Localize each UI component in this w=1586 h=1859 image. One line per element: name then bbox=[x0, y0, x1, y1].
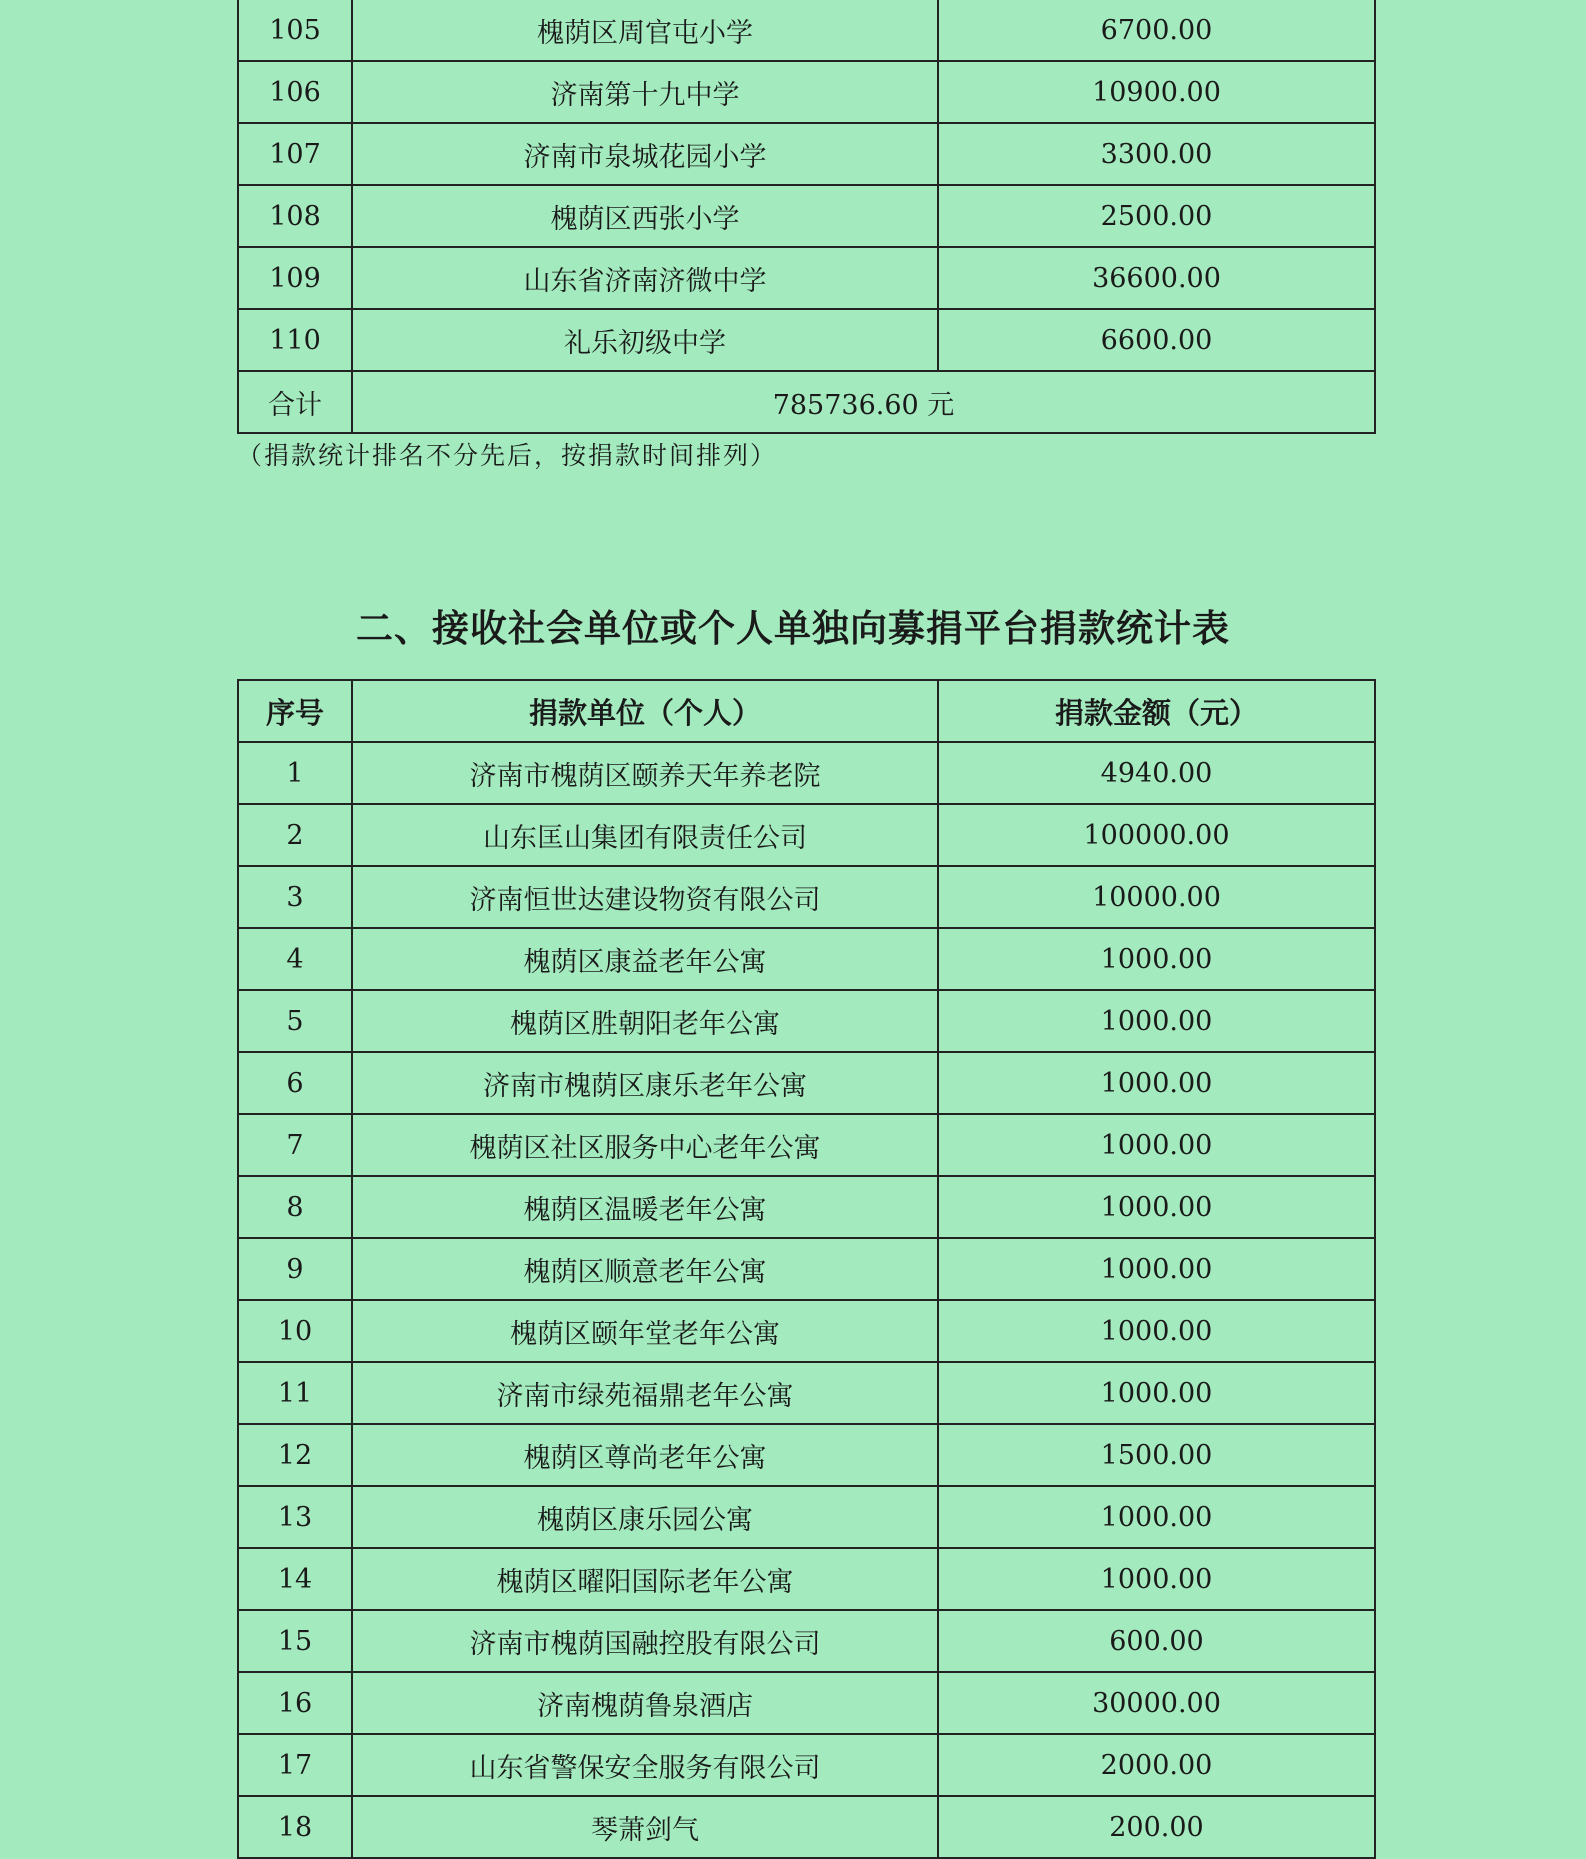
donor-name: 槐荫区曜阳国际老年公寓 bbox=[352, 1548, 938, 1610]
table-row bbox=[238, 1610, 1375, 1672]
donor-name: 槐荫区胜朝阳老年公寓 bbox=[352, 990, 938, 1052]
row-number: 16 bbox=[238, 1672, 352, 1734]
row-number: 6 bbox=[238, 1052, 352, 1114]
donation-amount: 1000.00 bbox=[938, 1548, 1375, 1610]
row-number: 11 bbox=[238, 1362, 352, 1424]
donation-amount: 36600.00 bbox=[938, 247, 1375, 309]
total-label: 合计 bbox=[238, 371, 352, 433]
table-row bbox=[238, 1548, 1375, 1610]
donor-name: 济南第十九中学 bbox=[352, 61, 938, 123]
donor-name: 槐荫区尊尚老年公寓 bbox=[352, 1424, 938, 1486]
donation-table-schools bbox=[237, 0, 1376, 434]
donation-amount: 1000.00 bbox=[938, 1114, 1375, 1176]
donor-name: 济南槐荫鲁泉酒店 bbox=[352, 1672, 938, 1734]
row-number: 17 bbox=[238, 1734, 352, 1796]
donor-name: 槐荫区康益老年公寓 bbox=[352, 928, 938, 990]
donation-amount: 1000.00 bbox=[938, 928, 1375, 990]
table-row bbox=[238, 1300, 1375, 1362]
table-row bbox=[238, 866, 1375, 928]
row-number: 108 bbox=[238, 185, 352, 247]
donation-amount: 10900.00 bbox=[938, 61, 1375, 123]
table-row bbox=[238, 309, 1375, 371]
donor-name: 济南市槐荫区康乐老年公寓 bbox=[352, 1052, 938, 1114]
row-number: 7 bbox=[238, 1114, 352, 1176]
row-number: 14 bbox=[238, 1548, 352, 1610]
table-row bbox=[238, 1362, 1375, 1424]
header-row bbox=[238, 680, 1375, 742]
row-number: 4 bbox=[238, 928, 352, 990]
table-row bbox=[238, 804, 1375, 866]
table-row bbox=[238, 247, 1375, 309]
donor-name: 济南市泉城花园小学 bbox=[352, 123, 938, 185]
row-number: 9 bbox=[238, 1238, 352, 1300]
donor-name: 礼乐初级中学 bbox=[352, 309, 938, 371]
donor-name: 琴萧剑气 bbox=[352, 1796, 938, 1858]
table-row bbox=[238, 1114, 1375, 1176]
table-row bbox=[238, 1486, 1375, 1548]
table-row bbox=[238, 1238, 1375, 1300]
row-number: 105 bbox=[238, 0, 352, 61]
donation-amount: 1000.00 bbox=[938, 1052, 1375, 1114]
table-row bbox=[238, 1796, 1375, 1858]
table-row bbox=[238, 928, 1375, 990]
table-row bbox=[238, 990, 1375, 1052]
table-row bbox=[238, 742, 1375, 804]
donation-amount: 1000.00 bbox=[938, 990, 1375, 1052]
donation-table-organizations-body bbox=[238, 742, 1375, 1858]
header-number: 序号 bbox=[238, 680, 352, 742]
donor-name: 济南市槐荫国融控股有限公司 bbox=[352, 1610, 938, 1672]
donation-amount: 10000.00 bbox=[938, 866, 1375, 928]
donation-amount: 6700.00 bbox=[938, 0, 1375, 61]
donor-name: 槐荫区顺意老年公寓 bbox=[352, 1238, 938, 1300]
row-number: 5 bbox=[238, 990, 352, 1052]
donor-name: 槐荫区温暖老年公寓 bbox=[352, 1176, 938, 1238]
donation-amount: 200.00 bbox=[938, 1796, 1375, 1858]
donor-name: 山东省警保安全服务有限公司 bbox=[352, 1734, 938, 1796]
donation-amount: 1000.00 bbox=[938, 1362, 1375, 1424]
table-row bbox=[238, 61, 1375, 123]
donation-amount: 1000.00 bbox=[938, 1176, 1375, 1238]
row-number: 106 bbox=[238, 61, 352, 123]
table-row bbox=[238, 1052, 1375, 1114]
donor-name: 山东匡山集团有限责任公司 bbox=[352, 804, 938, 866]
donation-amount: 1000.00 bbox=[938, 1300, 1375, 1362]
donation-table-schools-body bbox=[238, 0, 1375, 433]
table-row bbox=[238, 123, 1375, 185]
header-donor: 捐款单位（个人） bbox=[352, 680, 938, 742]
row-number: 3 bbox=[238, 866, 352, 928]
row-number: 15 bbox=[238, 1610, 352, 1672]
section-title: 二、接收社会单位或个人单独向募捐平台捐款统计表 bbox=[356, 607, 1230, 650]
donation-amount: 3300.00 bbox=[938, 123, 1375, 185]
row-number: 2 bbox=[238, 804, 352, 866]
donation-amount: 100000.00 bbox=[938, 804, 1375, 866]
donation-amount: 1000.00 bbox=[938, 1238, 1375, 1300]
donor-name: 槐荫区颐年堂老年公寓 bbox=[352, 1300, 938, 1362]
donor-name: 槐荫区社区服务中心老年公寓 bbox=[352, 1114, 938, 1176]
donation-amount: 2500.00 bbox=[938, 185, 1375, 247]
donor-name: 山东省济南济微中学 bbox=[352, 247, 938, 309]
table-row bbox=[238, 1176, 1375, 1238]
row-number: 107 bbox=[238, 123, 352, 185]
table-row bbox=[238, 185, 1375, 247]
row-number: 12 bbox=[238, 1424, 352, 1486]
row-number: 8 bbox=[238, 1176, 352, 1238]
table-row bbox=[238, 1424, 1375, 1486]
table-row bbox=[238, 1672, 1375, 1734]
table-row bbox=[238, 1734, 1375, 1796]
row-number: 109 bbox=[238, 247, 352, 309]
ranking-note: （捐款统计排名不分先后，按捐款时间排列） bbox=[237, 441, 778, 470]
donation-amount: 1000.00 bbox=[938, 1486, 1375, 1548]
donor-name: 槐荫区康乐园公寓 bbox=[352, 1486, 938, 1548]
row-number: 110 bbox=[238, 309, 352, 371]
row-number: 18 bbox=[238, 1796, 352, 1858]
table-row bbox=[238, 0, 1375, 61]
donation-amount: 600.00 bbox=[938, 1610, 1375, 1672]
header-amount: 捐款金额（元） bbox=[938, 680, 1375, 742]
donation-amount: 2000.00 bbox=[938, 1734, 1375, 1796]
donation-amount: 1500.00 bbox=[938, 1424, 1375, 1486]
donation-amount: 6600.00 bbox=[938, 309, 1375, 371]
donor-name: 济南市绿苑福鼎老年公寓 bbox=[352, 1362, 938, 1424]
row-number: 13 bbox=[238, 1486, 352, 1548]
donor-name: 槐荫区周官屯小学 bbox=[352, 0, 938, 61]
donation-amount: 30000.00 bbox=[938, 1672, 1375, 1734]
total-row bbox=[238, 371, 1375, 433]
row-number: 1 bbox=[238, 742, 352, 804]
total-value: 785736.60 元 bbox=[352, 371, 1375, 433]
donation-amount: 4940.00 bbox=[938, 742, 1375, 804]
row-number: 10 bbox=[238, 1300, 352, 1362]
donor-name: 济南市槐荫区颐养天年养老院 bbox=[352, 742, 938, 804]
donor-name: 槐荫区西张小学 bbox=[352, 185, 938, 247]
donation-table-organizations bbox=[237, 679, 1376, 1859]
table-header bbox=[238, 680, 1375, 742]
donor-name: 济南恒世达建设物资有限公司 bbox=[352, 866, 938, 928]
